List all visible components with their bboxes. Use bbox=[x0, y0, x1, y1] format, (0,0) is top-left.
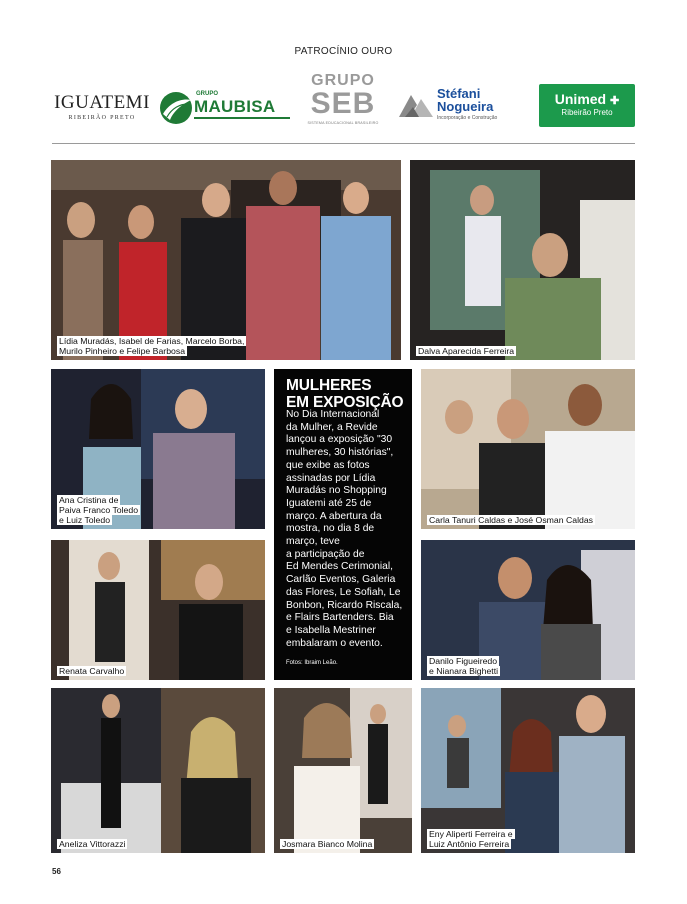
article-body-line: e Flairs Bartenders. Bia bbox=[286, 612, 394, 624]
maubisa-name: MAUBISA bbox=[194, 97, 276, 116]
article-body-line: a participação de bbox=[286, 548, 365, 560]
photo-ana-luiz-caption bbox=[57, 495, 140, 525]
caption-line: Dalva Aparecida Ferreira bbox=[418, 346, 515, 356]
caption-line: Josmara Bianco Molina bbox=[282, 839, 373, 849]
stefani-logo bbox=[397, 85, 527, 125]
unimed-logo bbox=[539, 84, 635, 127]
article-body-line: das Flores, Le Sofiah, Le bbox=[286, 586, 401, 598]
photo-aneliza-scene bbox=[51, 688, 265, 853]
caption-line: Lídia Muradás, Isabel de Farias, Marcelo Borba, bbox=[59, 336, 245, 346]
article-body-line: mulheres, 30 histórias", bbox=[286, 447, 394, 459]
unimed-tree-icon: ✚ bbox=[610, 95, 620, 107]
article-body bbox=[286, 409, 410, 650]
photo-group-five-caption bbox=[57, 336, 246, 356]
maubisa-logo bbox=[158, 88, 292, 128]
photo-danilo-nianara bbox=[421, 540, 635, 680]
article-body-line: da Mulher, a Revide bbox=[286, 421, 378, 433]
article-body-line: março, teve bbox=[286, 536, 340, 548]
photo-eny-luiz-caption bbox=[427, 829, 515, 849]
article-headline-line2: EM EXPOSIÇÃO bbox=[286, 394, 404, 411]
caption-line: e Luiz Toledo bbox=[59, 515, 111, 525]
photo-renata bbox=[51, 540, 265, 680]
stefani-line1: Stéfani bbox=[437, 86, 481, 101]
article-body-line: Carlão Eventos, Galeria bbox=[286, 574, 396, 586]
photo-josmara-scene bbox=[274, 688, 412, 853]
stefani-line2: Nogueira bbox=[437, 99, 494, 114]
caption-line: Aneliza Vittorazzi bbox=[59, 839, 126, 849]
unimed-city: Ribeirão Preto bbox=[561, 108, 613, 117]
photo-group-five bbox=[51, 160, 401, 360]
caption-line: Danilo Figueiredo bbox=[429, 656, 498, 666]
article-body-line: Bonbon, Ricardo Riscala, bbox=[286, 599, 403, 611]
caption-line: Luiz Antônio Ferreira bbox=[429, 839, 510, 849]
caption-line: e Nianara Bighetti bbox=[429, 666, 499, 676]
article-body-line: Iguatemi até 25 de bbox=[286, 497, 372, 509]
stefani-mark-icon bbox=[397, 87, 435, 123]
photo-aneliza bbox=[51, 688, 265, 853]
photo-eny-luiz bbox=[421, 688, 635, 853]
article-body-line: assinadas por Lídia bbox=[286, 472, 376, 484]
stefani-tagline: Incorporação e Construção bbox=[437, 115, 498, 121]
photo-renata-scene bbox=[51, 540, 265, 680]
article-box bbox=[274, 369, 412, 680]
article-body-line: lançou a exposição "30 bbox=[286, 434, 393, 446]
article-body-line: mostra, no dia 8 de bbox=[286, 523, 375, 535]
caption-line: Ana Cristina de bbox=[59, 495, 119, 505]
photo-dalva-scene bbox=[410, 160, 635, 360]
caption-line: Renata Carvalho bbox=[59, 666, 125, 676]
photo-josmara bbox=[274, 688, 412, 853]
article-body-line: No Dia Internacional bbox=[286, 409, 380, 420]
header-divider bbox=[52, 143, 635, 144]
maubisa-group: GRUPO bbox=[196, 91, 219, 97]
photo-aneliza-caption bbox=[57, 839, 127, 849]
iguatemi-logo-sub: RIBEIRÃO PRETO bbox=[68, 115, 136, 121]
unimed-name: Unimed bbox=[554, 91, 607, 107]
seb-tagline: SISTEMA EDUCACIONAL BRASILEIRO bbox=[307, 121, 379, 125]
photo-credit: Fotos: Ibraim Leão. bbox=[286, 660, 338, 666]
photo-renata-caption bbox=[57, 666, 126, 676]
caption-line: Murilo Pinheiro e Felipe Barbosa bbox=[59, 346, 186, 356]
photo-carla-jose-caption bbox=[427, 515, 595, 525]
caption-line: Carla Tanuri Caldas e José Osman Caldas bbox=[429, 515, 594, 525]
article-body-line: embalaram o evento. bbox=[286, 637, 383, 649]
seb-group: GRUPO bbox=[311, 72, 375, 89]
photo-dalva bbox=[410, 160, 635, 360]
article-body-line: Ed Mendes Cerimonial, bbox=[286, 561, 394, 573]
photo-carla-jose bbox=[421, 369, 635, 529]
article-body-line: Muradás no Shopping bbox=[286, 485, 387, 497]
article-body-line: que exibe as fotos bbox=[286, 459, 370, 471]
photo-ana-luiz bbox=[51, 369, 265, 529]
article-headline-line1: MULHERES bbox=[286, 377, 372, 394]
photo-dalva-caption bbox=[416, 346, 516, 356]
seb-name: SEB bbox=[310, 87, 376, 120]
iguatemi-logo bbox=[52, 92, 152, 121]
article-body-line: março. A abertura da bbox=[286, 510, 382, 522]
maubisa-leaf-icon bbox=[158, 90, 194, 126]
photo-danilo-nianara-caption bbox=[427, 656, 500, 676]
sponsors-title: PATROCÍNIO OURO bbox=[294, 46, 393, 57]
article-body-line: e Isabella Mestriner bbox=[286, 624, 376, 636]
caption-line: Paiva Franco Toledo bbox=[59, 505, 139, 515]
photo-josmara-caption bbox=[280, 839, 374, 849]
photo-carla-jose-scene bbox=[421, 369, 635, 529]
maubisa-bar bbox=[194, 117, 290, 119]
page-number: 56 bbox=[52, 867, 61, 876]
seb-logo bbox=[305, 73, 381, 125]
iguatemi-logo-name: IGUATEMI bbox=[54, 92, 150, 113]
photo-group-five-scene bbox=[51, 160, 401, 360]
caption-line: Eny Aliperti Ferreira e bbox=[429, 829, 513, 839]
